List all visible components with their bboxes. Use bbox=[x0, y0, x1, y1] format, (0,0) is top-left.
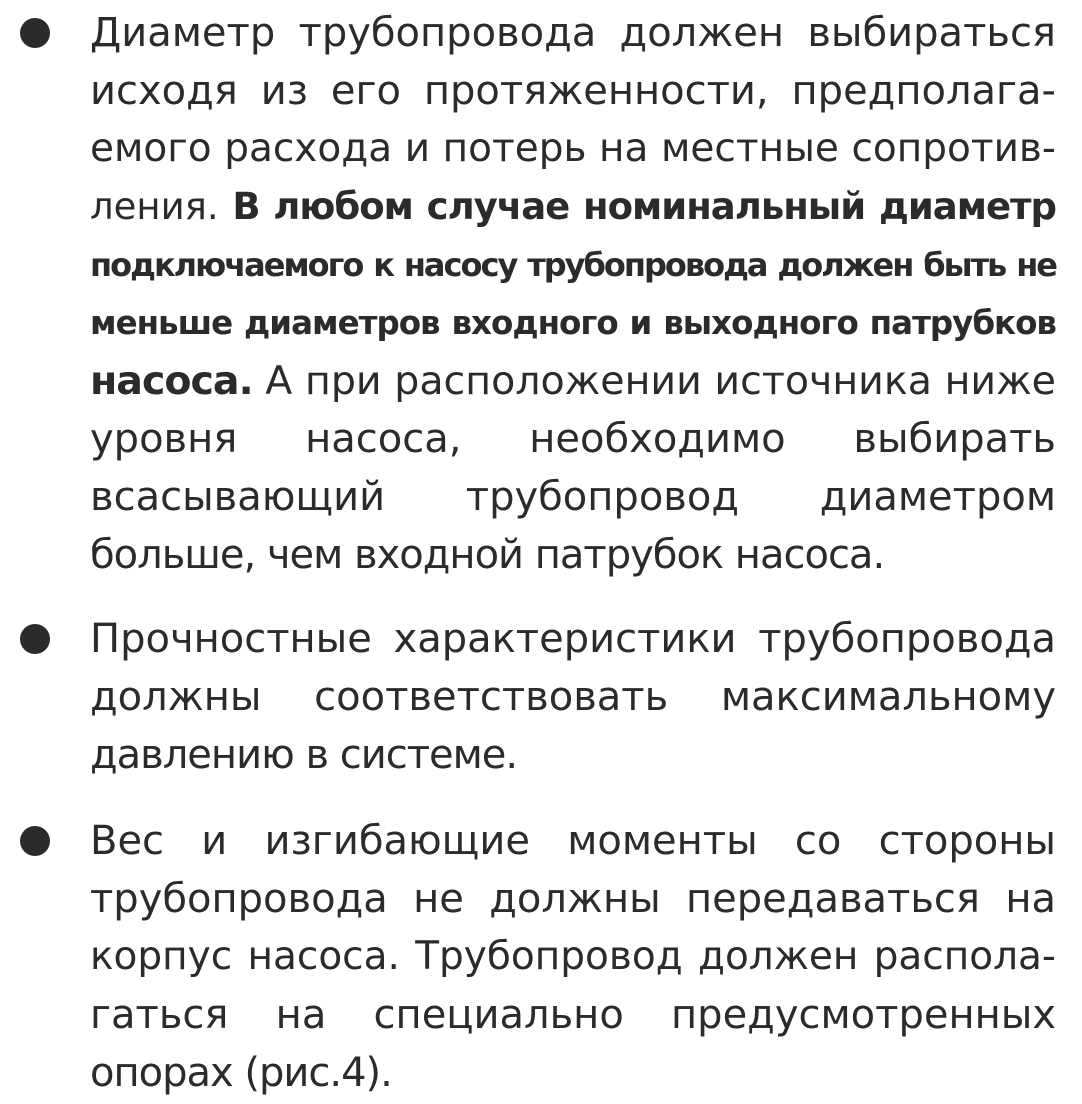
text-line: трубопровода не должны передаваться на bbox=[90, 876, 1056, 922]
bullet-icon bbox=[20, 826, 50, 856]
text-line: всасывающий трубопровод диаметром bbox=[90, 474, 1056, 520]
text-normal: ления. bbox=[90, 185, 219, 228]
text-line: больше, чем входной патрубок насоса. bbox=[90, 532, 885, 578]
text-line: Диаметр трубопровода должен выбираться bbox=[90, 10, 1056, 56]
text-line: емого расхода и потерь на местные сопротив- bbox=[90, 126, 1056, 171]
text-line-bold bbox=[90, 236, 1056, 294]
text-line bbox=[90, 352, 1056, 410]
text-bold: меньше диаметров входного и выходного патрубков bbox=[90, 304, 1056, 342]
text-line: опорах (рис.4). bbox=[90, 1050, 392, 1096]
text-line: корпус насоса. Трубопровод должен распола- bbox=[90, 934, 1056, 979]
bullet-icon bbox=[20, 624, 50, 654]
bullet-icon bbox=[20, 18, 50, 48]
text-normal: А при расположении источника ниже bbox=[265, 358, 1056, 404]
text-line: должны соответствовать максимальному bbox=[90, 674, 1056, 720]
text-line: исходя из его протяженности, предполага- bbox=[90, 68, 1056, 114]
text-line: давлению в системе. bbox=[90, 732, 518, 778]
text-line: Вес и изгибающие моменты со стороны bbox=[90, 818, 1056, 864]
text-line: Прочностные характеристики трубопровода bbox=[90, 616, 1056, 662]
text-bold: насоса. bbox=[90, 358, 253, 404]
text-line: уровня насоса, необходимо выбирать bbox=[90, 416, 1056, 462]
text-line bbox=[90, 178, 1056, 236]
text-bold: подключаемого к насосу трубопровода должен быть не bbox=[90, 246, 1056, 284]
text-line-bold bbox=[90, 294, 1056, 352]
text-line: гаться на специально предусмотренных bbox=[90, 992, 1056, 1038]
text-bold: В любом случае номинальный диаметр bbox=[232, 185, 1056, 228]
